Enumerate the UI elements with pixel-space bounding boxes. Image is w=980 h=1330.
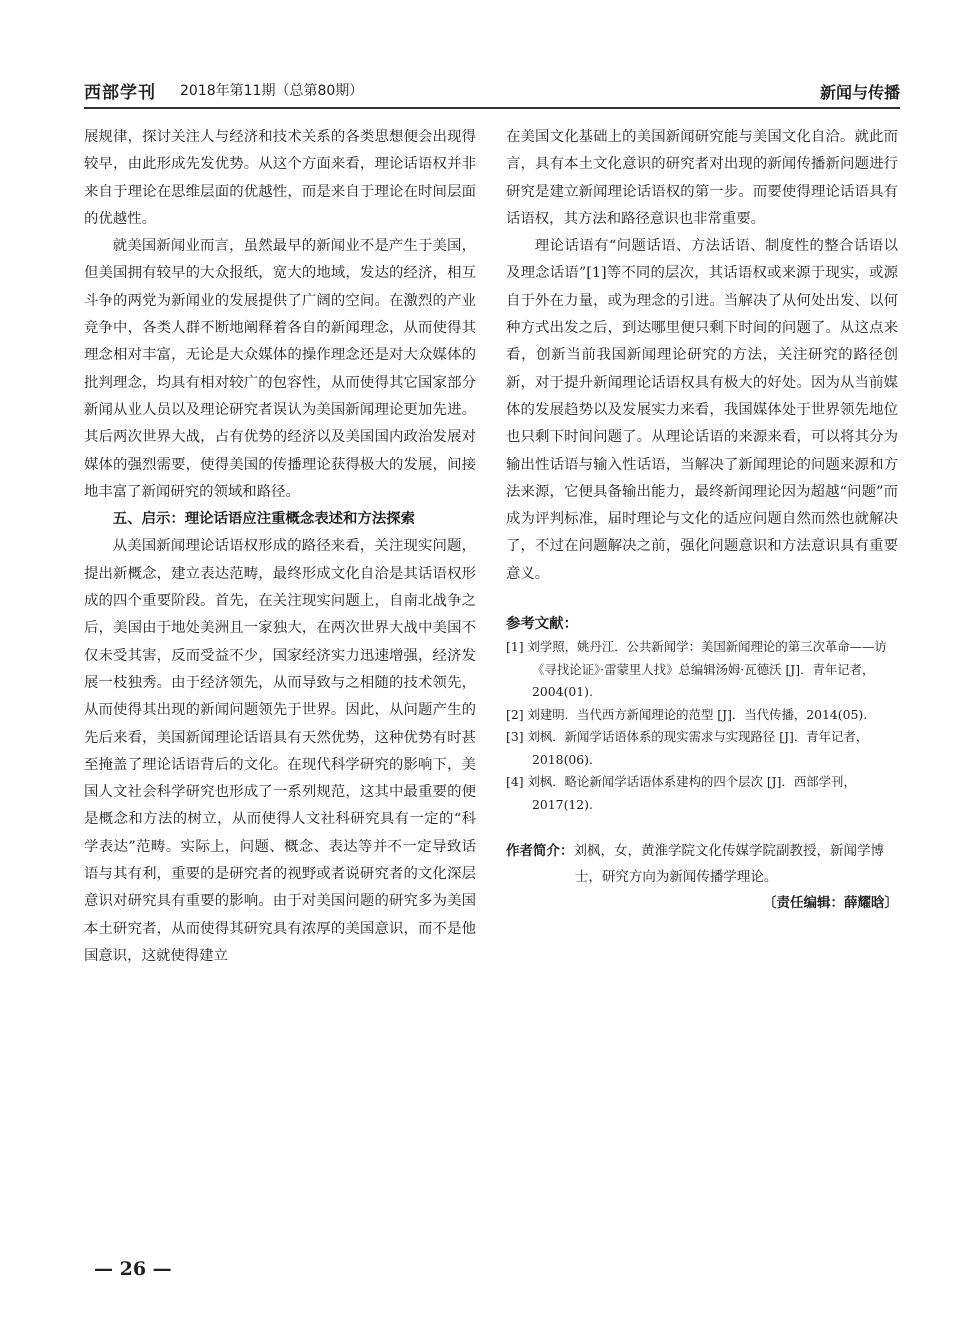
- left-column: [84, 124, 476, 970]
- page-number: — 26 —: [94, 1258, 172, 1280]
- reference-item: [3] 刘枫．新闻学话语体系的现实需求与实现路径 [J]．青年记者，2018(06).: [506, 729, 869, 767]
- running-header: [84, 76, 900, 106]
- reference-item: [1] 刘学照，姚丹江．公共新闻学：美国新闻理论的第三次革命——访《寻找论证》·雷蒙里人找》总编辑汤姆·瓦德沃 [J]．青年记者，2004(01).: [506, 639, 887, 700]
- paragraph: 在美国文化基础上的美国新闻研究能与美国文化自洽。就此而言，具有本土文化意识的研究者对出现的新闻传播新问题进行研究是建立新闻理论话语权的第一步。而要使得理论话语具有话语权，其方法和路径意识也非常重要。: [506, 129, 898, 227]
- references-heading: 参考文献：: [506, 616, 578, 633]
- responsible-editor: 〔责任编辑：薛耀晗〕: [763, 895, 898, 912]
- author-bio-label: 作者简介：: [506, 843, 574, 860]
- paragraph: 展规律，探讨关注人与经济和技术关系的各类思想便会出现得较早，由此形成先发优势。从这个方面来看，理论话语权并非来自于理论在思维层面的优越性，而是来自于理论在时间层面的优越性。: [84, 129, 476, 227]
- header-rule: [84, 107, 900, 109]
- paragraph: 理论话语有“问题话语、方法话语、制度性的整合话语以及理念话语”[1]等不同的层次，其话语权或来源于现实，或源自于外在力量，或为理念的引进。当解决了从何处出发、以何种方式出发之后，到达哪里便只剩下时间的问题了。从这点来看，创新当前我国新闻理论研究的方法，关注研究的路径创新，对于提升新闻理论话语权具有极大的好处。因为从当前媒体的发展趋势以及发展实力来看，我国媒体处于世界领先地位也只剩下时间问题了。从理论话语的来源来看，可以将其分为输出性话语与输入性话语，当解决了新闻理论的问题来源和方法来源，它便具备输出能力，最终新闻理论因为超越“问题”而成为评判标准，届时理论与文化的适应问题自然而然也就解决了，不过在问题解决之前，强化问题意识和方法意识具有重要意义。: [506, 238, 898, 582]
- section-heading: 五、启示：理论话语应注重概念表述和方法探索: [112, 511, 416, 528]
- section-name: 新闻与传播: [819, 83, 900, 102]
- paragraph: 从美国新闻理论话语权形成的路径来看，关注现实问题，提出新概念，建立表达范畴，最终形成文化自洽是其话语权形成的四个重要阶段。首先，在关注现实问题上，自南北战争之后，美国由于地处美洲且一家独大，在两次世界大战中美国不仅未受其害，反而受益不少，国家经济实力迅速增强，经济发展一枝独秀。由于经济领先，从而导致与之相随的技术领先，从而使得其出现的新闻问题领先于世界。因此，从问题产生的先后来看，美国新闻理论话语具有天然优势，这种优势有时甚至掩盖了理论话语背后的文化。在现代科学研究的影响下，美国人文社会科学研究也形成了一系列规范，这其中最重要的便是概念和方法的树立，从而使得人文社科研究具有一定的“科学表达”范畴。实际上，问题、概念、表达等并不一定导致话语与其有利，重要的是研究者的视野或者说研究者的文化深层意识对研究具有重要的影响。由于对美国问题的研究多为美国本土研究者，从而使得其研究具有浓厚的美国意识，而不是他国意识，这就使得建立: [84, 538, 476, 964]
- author-bio-text: 刘枫，女，黄淮学院文化传媒学院副教授，新闻学博士，研究方向为新闻传播学理论。: [573, 843, 884, 886]
- reference-item: [4] 刘枫．略论新闻学话语体系建构的四个层次 [J]．西部学刊，2017(12).: [506, 774, 856, 812]
- journal-title: 西部学刊: [84, 83, 156, 103]
- issue-info: 2018年第11期（总第80期）: [180, 83, 364, 99]
- right-column: [506, 124, 898, 916]
- paragraph: 就美国新闻业而言，虽然最早的新闻业不是产生于美国，但美国拥有较早的大众报纸，宽大的地域，发达的经济，相互斗争的两党为新闻业的发展提供了广阔的空间。在激烈的产业竞争中，各类人群不断地阐释着各自的新闻理念，从而使得其理念相对丰富，无论是大众媒体的操作理念还是对大众媒体的批判理念，均具有相对较广的包容性，从而使得其它国家部分新闻从业人员以及理论研究者误认为美国新闻理论更加先进。其后两次世界大战，占有优势的经济以及美国国内政治发展对媒体的强烈需要，使得美国的传播理论获得极大的发展，间接地丰富了新闻研究的领域和路径。: [84, 238, 476, 500]
- reference-item: [2] 刘建明．当代西方新闻理论的范型 [J]．当代传播，2014(05).: [506, 706, 868, 722]
- author-bio: [506, 838, 898, 890]
